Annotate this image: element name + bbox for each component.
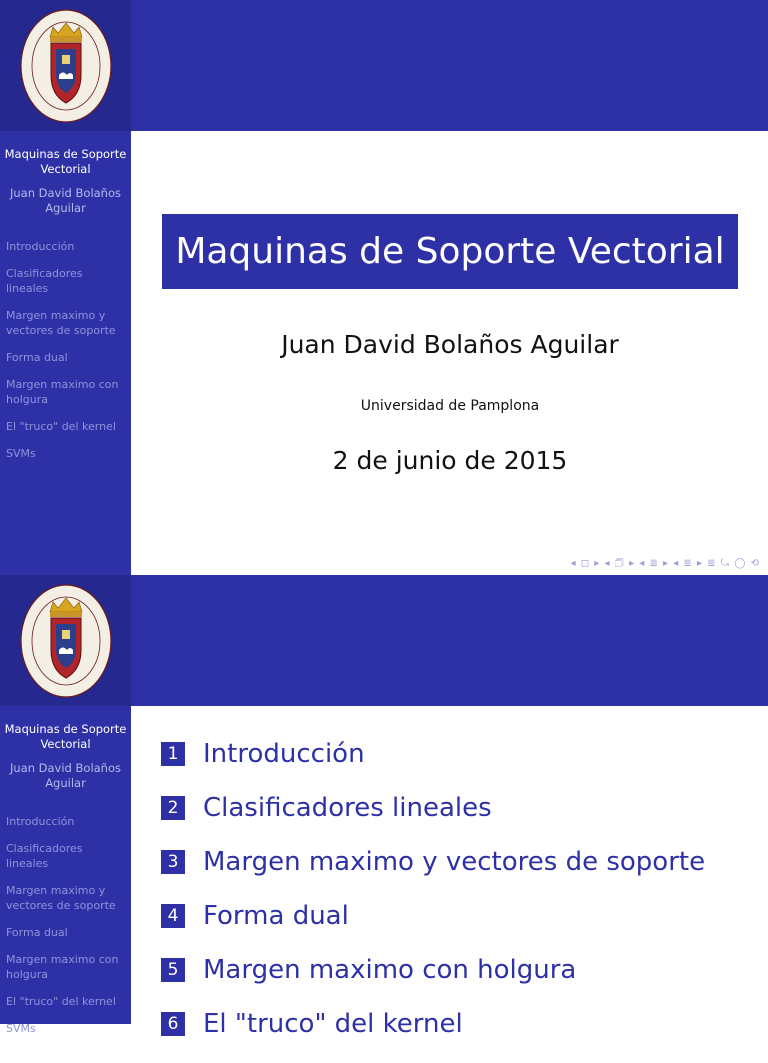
sidebar-item-svms[interactable]: SVMs: [6, 1022, 36, 1035]
slide-date: 2 de junio de 2015: [332, 446, 568, 475]
header-bar: [131, 575, 768, 706]
toc-item[interactable]: [161, 793, 705, 823]
sidebar-item-introduccion[interactable]: Introducción: [6, 240, 75, 253]
sidebar-item-clasificadores[interactable]: Clasificadores lineales: [6, 267, 83, 295]
toc-label[interactable]: Clasificadores lineales: [203, 793, 492, 823]
university-logo: [0, 0, 131, 131]
toc-item[interactable]: [161, 847, 705, 877]
sidebar-nav: [0, 216, 131, 461]
beamer-navigation-controls[interactable]: ◂ ◻ ▸ ◂ 🗇 ▸ ◂ ≣ ▸ ◂ ≣ ▸ ≣ ⤿ ◯ ⟲: [570, 558, 760, 569]
sidebar-item-margen-maximo[interactable]: Margen maximo y vectores de soporte: [6, 884, 116, 912]
university-logo: [0, 575, 131, 706]
toc-number: 4: [161, 904, 185, 928]
sidebar-item-truco-kernel[interactable]: El "truco" del kernel: [6, 995, 116, 1008]
sidebar: [0, 575, 131, 1035]
sidebar-nav: [0, 791, 131, 1036]
toc-number: 3: [161, 850, 185, 874]
toc-label[interactable]: Forma dual: [203, 901, 349, 931]
slide-title: Maquinas de Soporte Vectorial: [162, 214, 738, 289]
header-bar: [131, 0, 768, 131]
slide-author: Juan David Bolaños Aguilar: [281, 330, 619, 359]
sidebar-item-svms[interactable]: SVMs: [6, 447, 36, 460]
toc-number: 5: [161, 958, 185, 982]
sidebar-item-clasificadores[interactable]: Clasificadores lineales: [6, 842, 83, 870]
sidebar-author[interactable]: Juan David Bolaños Aguilar: [9, 761, 121, 790]
sidebar-item-truco-kernel[interactable]: El "truco" del kernel: [6, 420, 116, 433]
toc-label[interactable]: Introducción: [203, 739, 365, 769]
sidebar-item-margen-holgura[interactable]: Margen maximo con holgura: [6, 953, 119, 981]
sidebar-presentation-title[interactable]: Maquinas de Soporte Vectorial: [4, 147, 127, 176]
sidebar-item-introduccion[interactable]: Introducción: [6, 815, 75, 828]
toc-item[interactable]: [161, 955, 705, 985]
sidebar-item-forma-dual[interactable]: Forma dual: [6, 351, 68, 364]
toc-number: 2: [161, 796, 185, 820]
sidebar-author[interactable]: Juan David Bolaños Aguilar: [9, 186, 121, 215]
sidebar: [0, 0, 131, 575]
sidebar-presentation-title[interactable]: Maquinas de Soporte Vectorial: [4, 722, 127, 751]
sidebar-item-margen-maximo[interactable]: Margen maximo y vectores de soporte: [6, 309, 116, 337]
toc-label[interactable]: El "truco" del kernel: [203, 1009, 463, 1039]
university-seal-icon: [20, 9, 112, 123]
toc-number: 1: [161, 742, 185, 766]
table-of-contents: [161, 739, 705, 1063]
slide-institute: Universidad de Pamplona: [360, 398, 540, 414]
toc-item[interactable]: [161, 901, 705, 931]
university-seal-icon: [20, 584, 112, 698]
sidebar-item-forma-dual[interactable]: Forma dual: [6, 926, 68, 939]
sidebar-item-margen-holgura[interactable]: Margen maximo con holgura: [6, 378, 119, 406]
toc-label[interactable]: Margen maximo con holgura: [203, 955, 577, 985]
toc-item[interactable]: [161, 1009, 705, 1039]
toc-number: 6: [161, 1012, 185, 1036]
toc-item[interactable]: [161, 739, 705, 769]
toc-label[interactable]: Margen maximo y vectores de soporte: [203, 847, 706, 877]
